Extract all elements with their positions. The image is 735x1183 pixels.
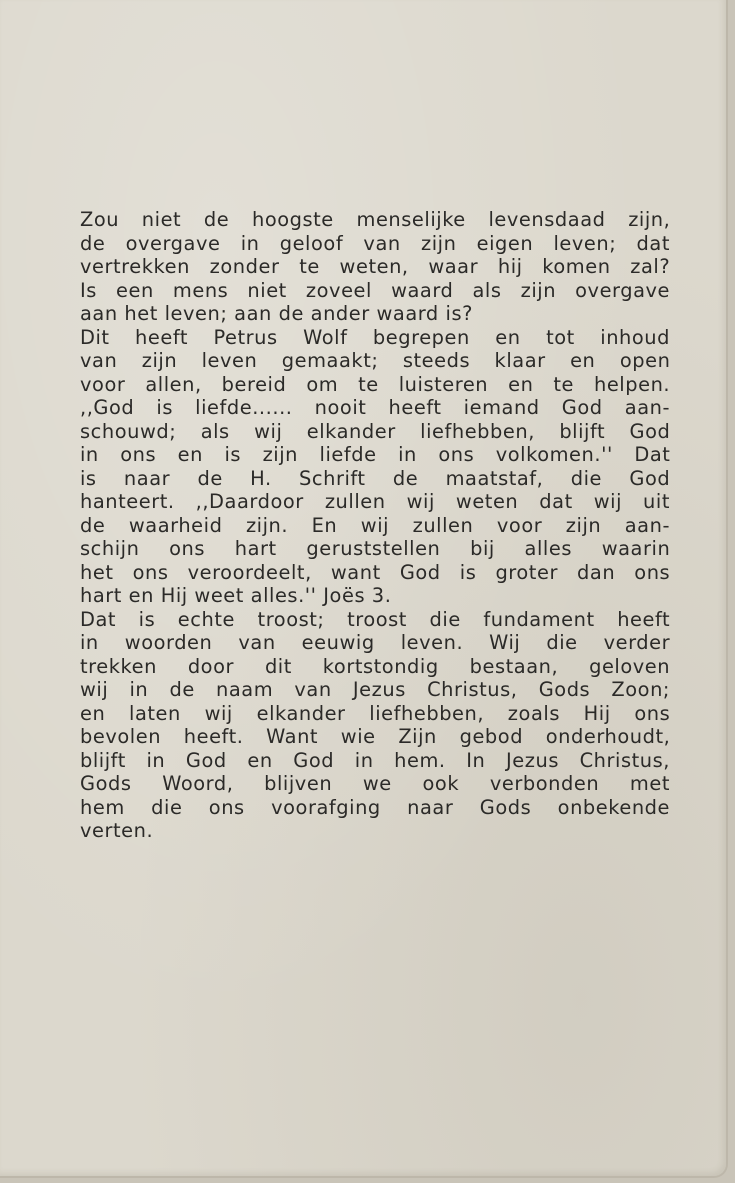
text-line: trekken door dit kortstondig bestaan, geloven — [80, 654, 671, 678]
text-line: Gods Woord, blijven we ook verbonden met — [80, 772, 670, 795]
text-line: hem die ons voorafging naar Gods onbekende — [80, 795, 670, 819]
text-line: schouwd; als wij elkander liefhebben, blijft God — [80, 419, 671, 443]
text-line: Dit heeft Petrus Wolf begrepen en tot inhoud — [80, 325, 670, 349]
text-line: hart en Hij weet alles.'' Joës 3. — [80, 584, 392, 607]
text-line: Zou niet de hoogste menselijke levensdaad zijn, — [80, 208, 671, 231]
memorial-text — [80, 208, 670, 843]
text-line: hanteert. ,,Daardoor zullen wij weten dat wij uit — [80, 490, 670, 513]
text-line: wij in de naam van Jezus Christus, Gods Zoon; — [80, 678, 671, 701]
text-line: schijn ons hart geruststellen bij alles waarin — [80, 537, 671, 560]
text-line: Is een mens niet zoveel waard als zijn overgave — [80, 278, 671, 302]
text-line: vertrekken zonder te weten, waar hij komen zal? — [80, 255, 671, 278]
text-line: blijft in God en God in hem. In Jezus Christus, — [80, 748, 670, 772]
text-line: van zijn leven gemaakt; steeds klaar en open — [80, 349, 671, 372]
text-line: is naar de H. Schrift de maatstaf, die God — [80, 466, 671, 490]
text-line: verten. — [80, 819, 154, 842]
text-line: ,,God is liefde...... nooit heeft iemand God aan- — [80, 396, 671, 419]
text-line: en laten wij elkander liefhebben, zoals Hij ons — [80, 701, 671, 725]
text-line: in ons en is zijn liefde in ons volkomen.'' Dat — [80, 443, 671, 466]
text-line: aan het leven; aan de ander waard is? — [80, 302, 473, 325]
text-line: in woorden van eeuwig leven. Wij die verder — [80, 631, 671, 654]
text-line: het ons veroordeelt, want God is groter dan ons — [80, 560, 671, 584]
text-line: de overgave in geloof van zijn eigen leven; dat — [80, 231, 670, 255]
text-line: Dat is echte troost; troost die fundament heeft — [80, 607, 671, 631]
text-line: de waarheid zijn. En wij zullen voor zijn aan- — [80, 513, 670, 537]
text-line: bevolen heeft. Want wie Zijn gebod onderhoudt, — [80, 725, 671, 748]
text-line: voor allen, bereid om te luisteren en te helpen. — [80, 372, 671, 396]
